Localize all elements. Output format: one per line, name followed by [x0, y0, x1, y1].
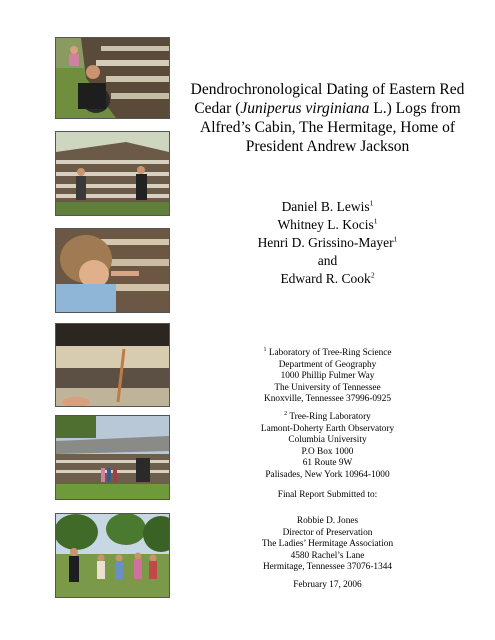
- affiliation-2-sup: 2: [284, 410, 288, 417]
- author-4-sup: 2: [370, 270, 375, 280]
- affiliation-1-sup: 1: [263, 346, 267, 353]
- photo-cabin-exterior: [55, 131, 170, 216]
- report-date: February 17, 2006: [293, 580, 362, 590]
- author-1-name: Daniel B. Lewis: [281, 199, 370, 214]
- title-line-2: [185, 99, 470, 118]
- affiliation-2-line-6: Palisades, New York 10964-1000: [265, 469, 390, 480]
- title-line-1: Dendrochronological Dating of Eastern Red: [190, 81, 465, 98]
- recipient-block: [185, 516, 470, 574]
- affiliation-1-line-3: 1000 Phillip Fulmer Way: [280, 371, 375, 382]
- photo-core-examination: [55, 228, 170, 313]
- recipient-line-4: 4580 Rachel’s Lane: [290, 550, 365, 561]
- author-4: [185, 270, 470, 288]
- title-species-name: Juniperus virginiana: [240, 100, 370, 117]
- title-line-4: President Andrew Jackson: [245, 138, 410, 155]
- author-list: [185, 198, 470, 288]
- affiliation-1-line-1: [185, 348, 470, 360]
- title-line-2-pre: Cedar (: [194, 100, 241, 117]
- recipient-line-2: Director of Preservation: [282, 527, 373, 538]
- affiliation-2-line-5: 61 Route 9W: [302, 458, 353, 469]
- photo-cabin-lawn: [55, 415, 170, 500]
- affiliation-2: [185, 412, 470, 482]
- author-1: [185, 198, 470, 216]
- affiliation-1-line-4: The University of Tennessee: [274, 382, 381, 393]
- title-line-3: Alfred’s Cabin, The Hermitage, Home of: [200, 119, 455, 136]
- affiliation-1-line-2: Department of Geography: [278, 359, 377, 370]
- author-and-text: and: [317, 253, 338, 268]
- author-3-sup: 1: [393, 234, 398, 244]
- author-1-sup: 1: [369, 198, 374, 208]
- affiliation-2-line-2: Lamont-Doherty Earth Observatory: [260, 423, 395, 434]
- photo-log-wall-sampling: [55, 37, 170, 119]
- author-3: [185, 234, 470, 252]
- author-and: [185, 252, 470, 270]
- photo-log-closeup: [55, 323, 170, 407]
- author-2: [185, 216, 470, 234]
- affiliation-2-line-4: P.O Box 1000: [301, 446, 354, 457]
- affiliation-2-text-1: Tree-Ring Laboratory: [289, 412, 371, 422]
- report-title: [185, 80, 470, 156]
- affiliation-1-text-1: Laboratory of Tree-Ring Science: [268, 348, 392, 358]
- affiliation-1-line-5: Knoxville, Tennessee 37996-0925: [264, 394, 391, 405]
- photo-group-tour: [55, 513, 170, 598]
- author-4-name: Edward R. Cook: [280, 271, 371, 286]
- title-line-2-post: L.) Logs from: [369, 100, 461, 117]
- affiliation-1: [185, 348, 470, 406]
- affiliation-2-line-3: Columbia University: [288, 435, 367, 446]
- final-report-label: Final Report Submitted to:: [277, 490, 378, 500]
- recipient-line-1: Robbie D. Jones: [296, 516, 359, 526]
- recipient-line-3: The Ladies’ Hermitage Association: [261, 539, 394, 550]
- author-3-name: Henri D. Grissino-Mayer: [257, 235, 394, 250]
- author-2-sup: 1: [373, 216, 378, 226]
- recipient-line-5: Hermitage, Tennessee 37076-1344: [262, 562, 393, 573]
- affiliation-2-line-1: [185, 412, 470, 424]
- author-2-name: Whitney L. Kocis: [277, 217, 374, 232]
